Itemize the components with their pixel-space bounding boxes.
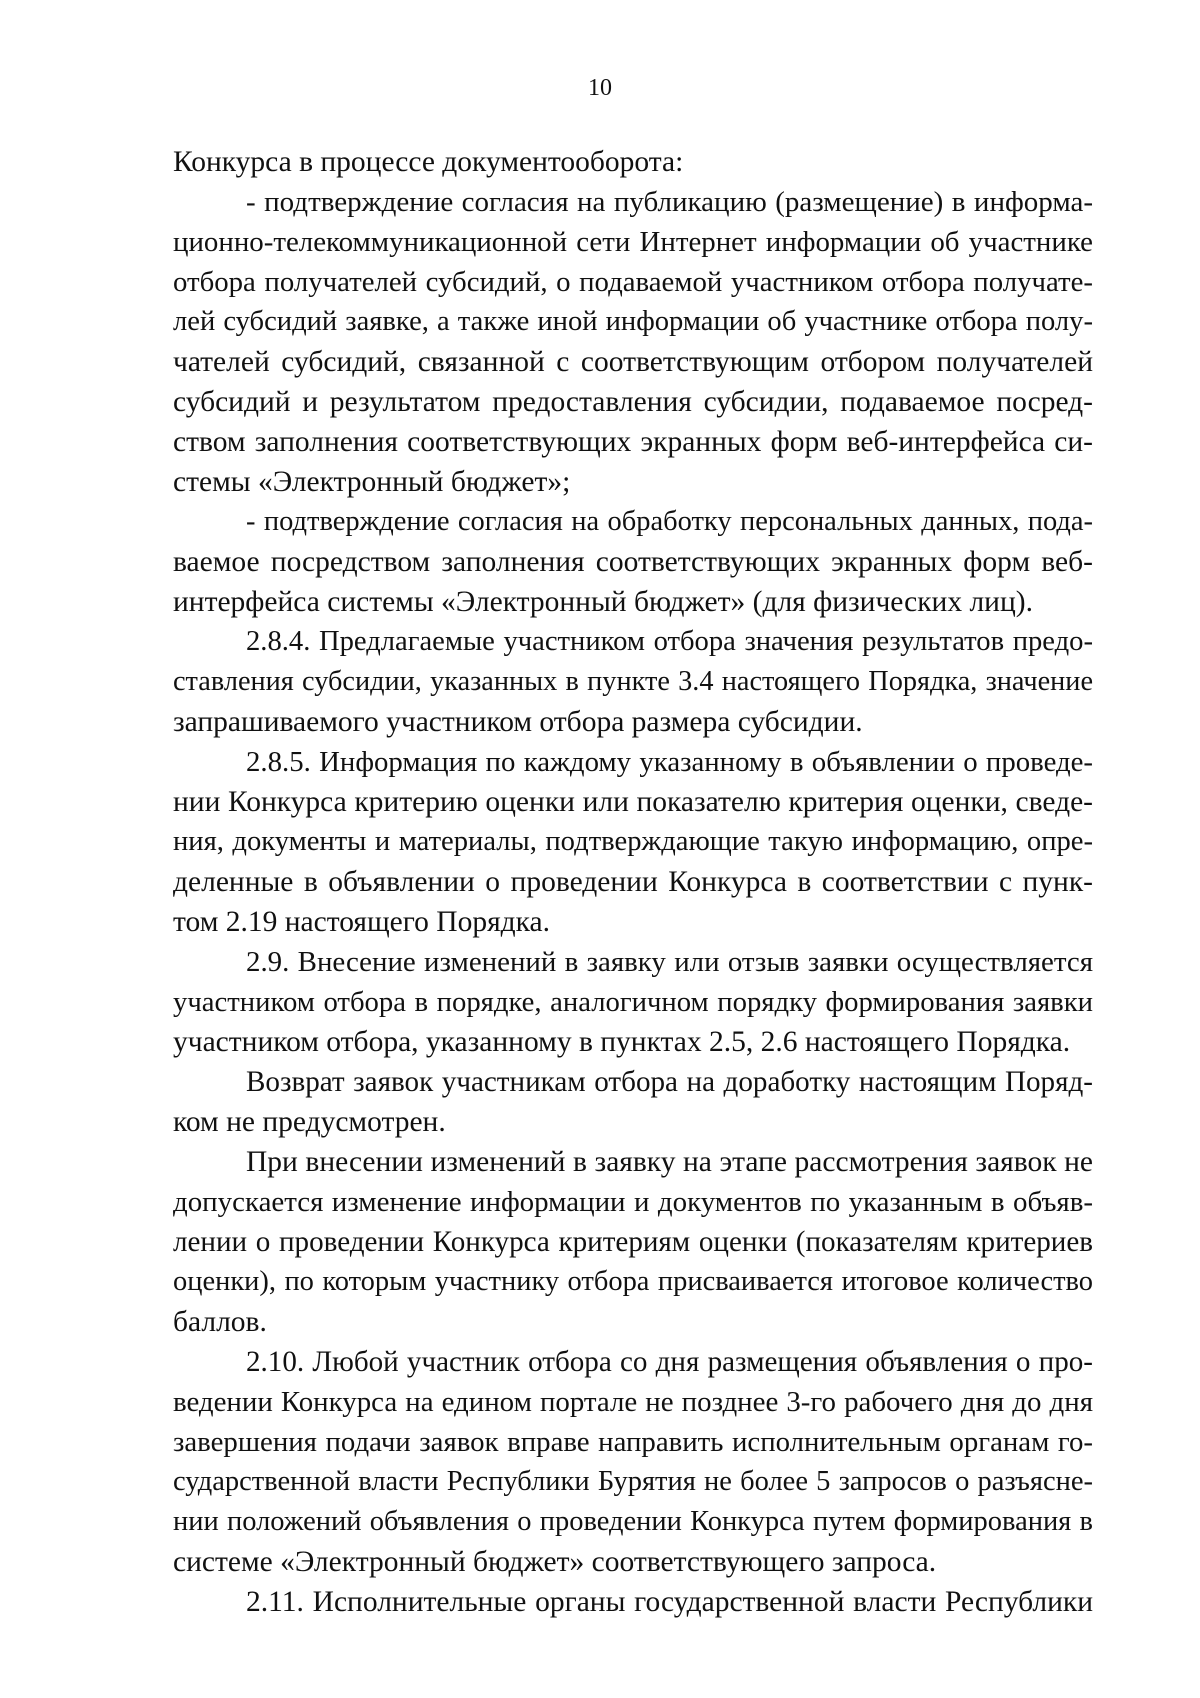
text-line: субсидий и результатом предоставления субсидии, подаваемое посред- — [173, 386, 1093, 418]
text-line: системе «Электронный бюджет» соответствующего запроса. — [173, 1546, 937, 1578]
text-line: При внесении изменений в заявку на этапе рассмотрения заявок не — [246, 1146, 1093, 1178]
text-line: запрашиваемого участником отбора размера субсидии. — [173, 706, 863, 738]
text-line: 2.8.4. Предлагаемые участником отбора значения результатов предо- — [246, 626, 1093, 657]
text-line: ком не предусмотрен. — [173, 1106, 446, 1138]
text-line: завершения подачи заявок вправе направить исполнительным органам го- — [173, 1426, 1093, 1458]
text-line: ваемое посредством заполнения соответствующих экранных форм веб- — [173, 546, 1093, 578]
text-line: 2.8.5. Информация по каждому указанному в объявлении о проведе- — [246, 746, 1093, 778]
text-line: допускается изменение информации и документов по указанным в объяв- — [173, 1186, 1093, 1218]
text-line: 2.11. Исполнительные органы государственной власти Республики — [246, 1586, 1093, 1618]
text-line: деленные в объявлении о проведении Конкурса в соответствии с пунк- — [173, 866, 1093, 898]
text-line: участником отбора, указанному в пунктах 2.5, 2.6 настоящего Порядка. — [173, 1026, 1071, 1058]
text-line: ния, документы и материалы, подтверждающие такую информацию, опре- — [173, 826, 1093, 857]
text-line: ставления субсидии, указанных в пункте 3.4 настоящего Порядка, значение — [173, 666, 1093, 697]
text-line: нии Конкурса критерию оценки или показателю критерия оценки, сведе- — [173, 786, 1093, 818]
text-line: 2.9. Внесение изменений в заявку или отзыв заявки осуществляется — [246, 946, 1093, 978]
text-line: Возврат заявок участникам отбора на доработку настоящим Поряд- — [246, 1066, 1093, 1098]
text-line: ционно-телекоммуникационной сети Интернет информации об участнике — [173, 226, 1093, 258]
text-line: участником отбора в порядке, аналогичном порядку формирования заявки — [173, 986, 1093, 1018]
text-line: 2.10. Любой участник отбора со дня размещения объявления о про- — [246, 1346, 1093, 1378]
text-line: лей субсидий заявке, а также иной информации об участнике отбора полу- — [173, 306, 1093, 337]
text-line: ведении Конкурса на едином портале не позднее 3-го рабочего дня до дня — [173, 1386, 1093, 1418]
document-body — [173, 142, 1093, 1622]
text-line: баллов. — [173, 1306, 267, 1338]
text-line: чателей субсидий, связанной с соответствующим отбором получателей — [173, 346, 1093, 378]
text-line: лении о проведении Конкурса критериям оценки (показателям критериев — [173, 1226, 1093, 1258]
page-number: 10 — [588, 75, 612, 101]
text-line: Конкурса в процессе документооборота: — [173, 146, 684, 178]
text-line: оценки), по которым участнику отбора присваивается итоговое количество — [173, 1266, 1093, 1297]
text-line: нии положений объявления о проведении Конкурса путем формирования в — [173, 1506, 1093, 1537]
text-line: - подтверждение согласия на публикацию (размещение) в информа- — [246, 186, 1093, 218]
text-line: стемы «Электронный бюджет»; — [173, 466, 571, 498]
text-line: - подтверждение согласия на обработку персональных данных, пода- — [246, 506, 1093, 537]
text-line: отбора получателей субсидий, о подаваемой участником отбора получате- — [173, 266, 1093, 298]
text-line: ством заполнения соответствующих экранных форм веб-интерфейса си- — [173, 426, 1093, 458]
text-line: том 2.19 настоящего Порядка. — [173, 906, 551, 938]
text-line: сударственной власти Республики Бурятия не более 5 запросов о разъясне- — [173, 1466, 1093, 1497]
text-line: интерфейса системы «Электронный бюджет» (для физических лиц). — [173, 586, 1033, 618]
